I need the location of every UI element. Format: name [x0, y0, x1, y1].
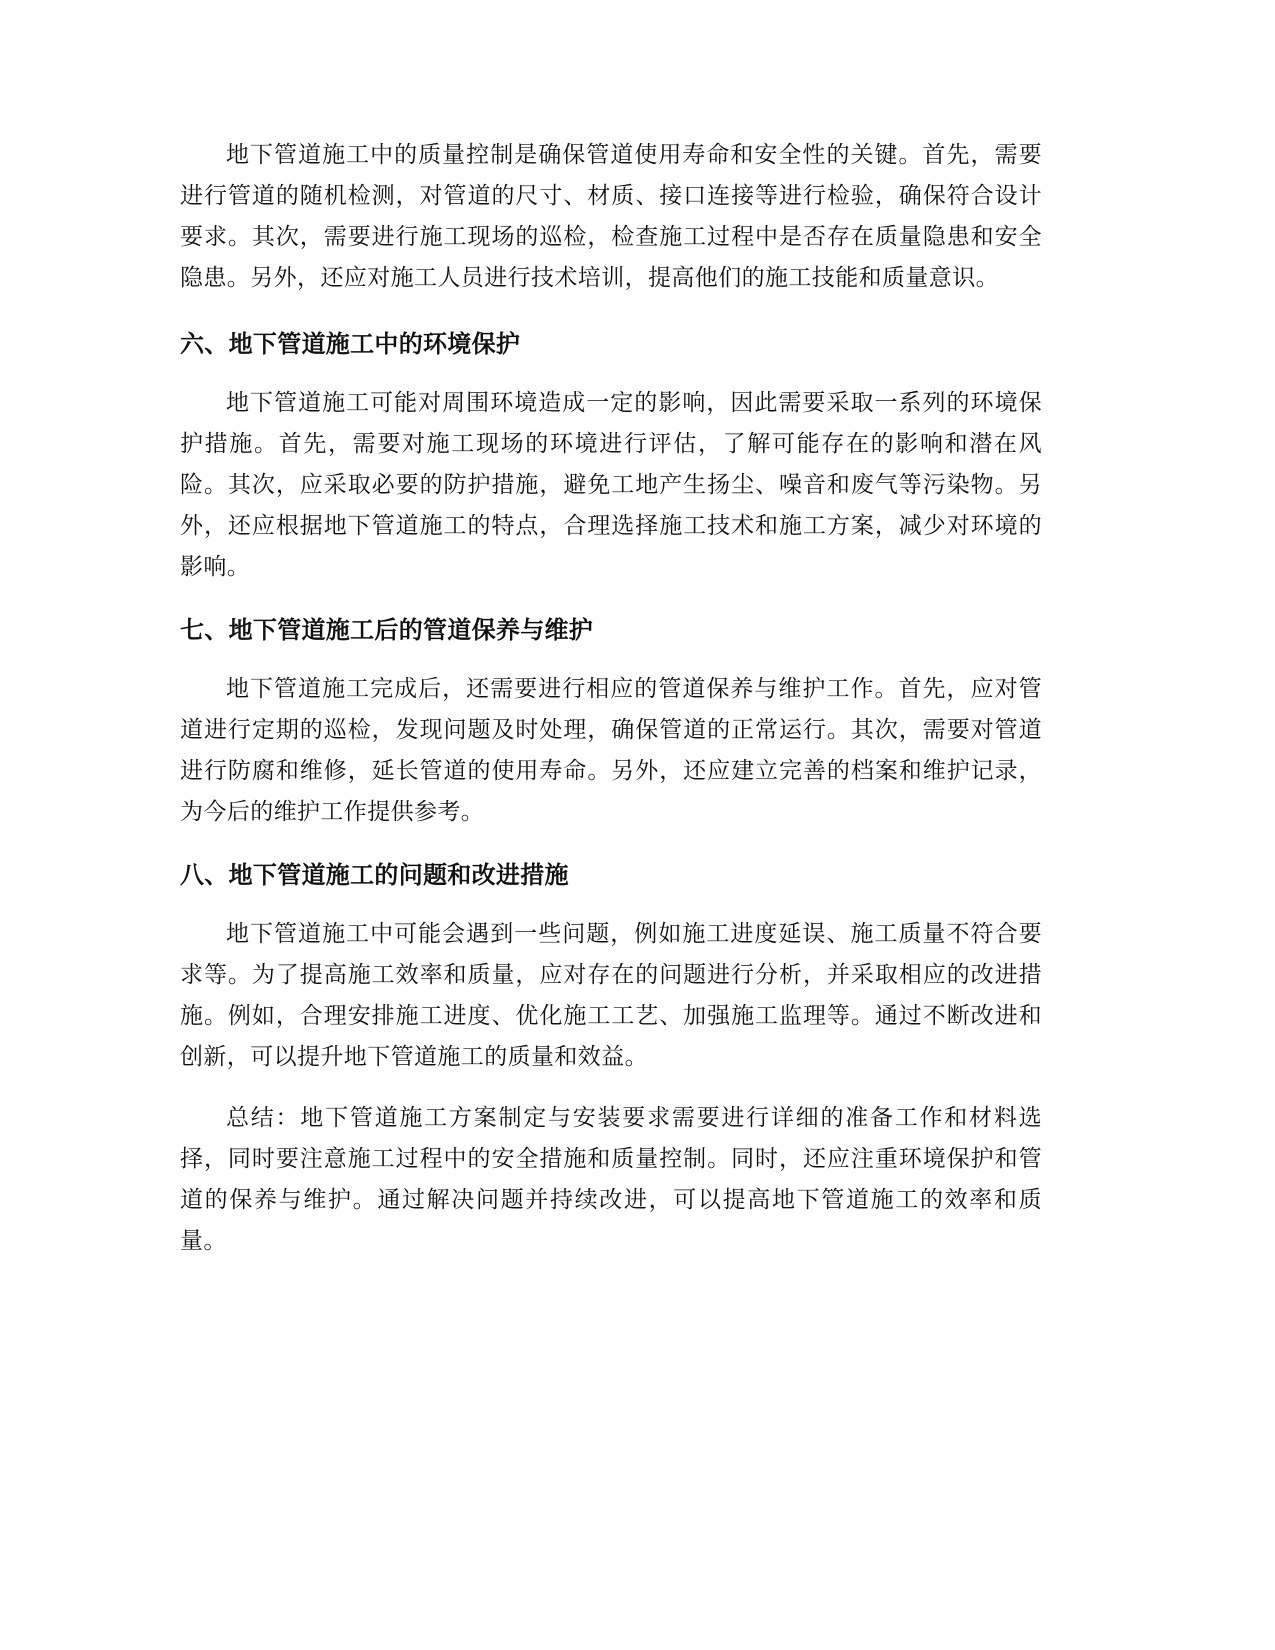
document-page: [180, 135, 1042, 1262]
paragraph-summary: 总结：地下管道施工方案制定与安装要求需要进行详细的准备工作和材料选择，同时要注意施工过程中的安全措施和质量控制。同时，还应注重环境保护和管道的保养与维护。通过解决问题并持续改进，可以提高地下管道施工的效率和质量。: [180, 1105, 1042, 1254]
heading-section-8: 八、地下管道施工的问题和改进措施: [180, 861, 569, 889]
paragraph-quality-control: 地下管道施工中的质量控制是确保管道使用寿命和安全性的关键。首先，需要进行管道的随机检测，对管道的尺寸、材质、接口连接等进行检验，确保符合设计要求。其次，需要进行施工现场的巡检，检查施工过程中是否存在质量隐患和安全隐患。另外，还应对施工人员进行技术培训，提高他们的施工技能和质量意识。: [180, 142, 1042, 291]
paragraph-environment: 地下管道施工可能对周围环境造成一定的影响，因此需要采取一系列的环境保护措施。首先，需要对施工现场的环境进行评估，了解可能存在的影响和潜在风险。其次，应采取必要的防护措施，避免工地产生扬尘、噪音和废气等污染物。另外，还应根据地下管道施工的特点，合理选择施工技术和施工方案，减少对环境的影响。: [180, 390, 1042, 580]
paragraph-improvement: 地下管道施工中可能会遇到一些问题，例如施工进度延误、施工质量不符合要求等。为了提高施工效率和质量，应对存在的问题进行分析，并采取相应的改进措施。例如，合理安排施工进度、优化施工工艺、加强施工监理等。通过不断改进和创新，可以提升地下管道施工的质量和效益。: [180, 921, 1042, 1070]
heading-section-7: 七、地下管道施工后的管道保养与维护: [180, 616, 594, 644]
paragraph-maintenance: 地下管道施工完成后，还需要进行相应的管道保养与维护工作。首先，应对管道进行定期的巡检，发现问题及时处理，确保管道的正常运行。其次，需要对管道进行防腐和维修，延长管道的使用寿命。另外，还应建立完善的档案和维护记录，为今后的维护工作提供参考。: [180, 676, 1042, 825]
heading-section-6: 六、地下管道施工中的环境保护: [180, 330, 521, 358]
